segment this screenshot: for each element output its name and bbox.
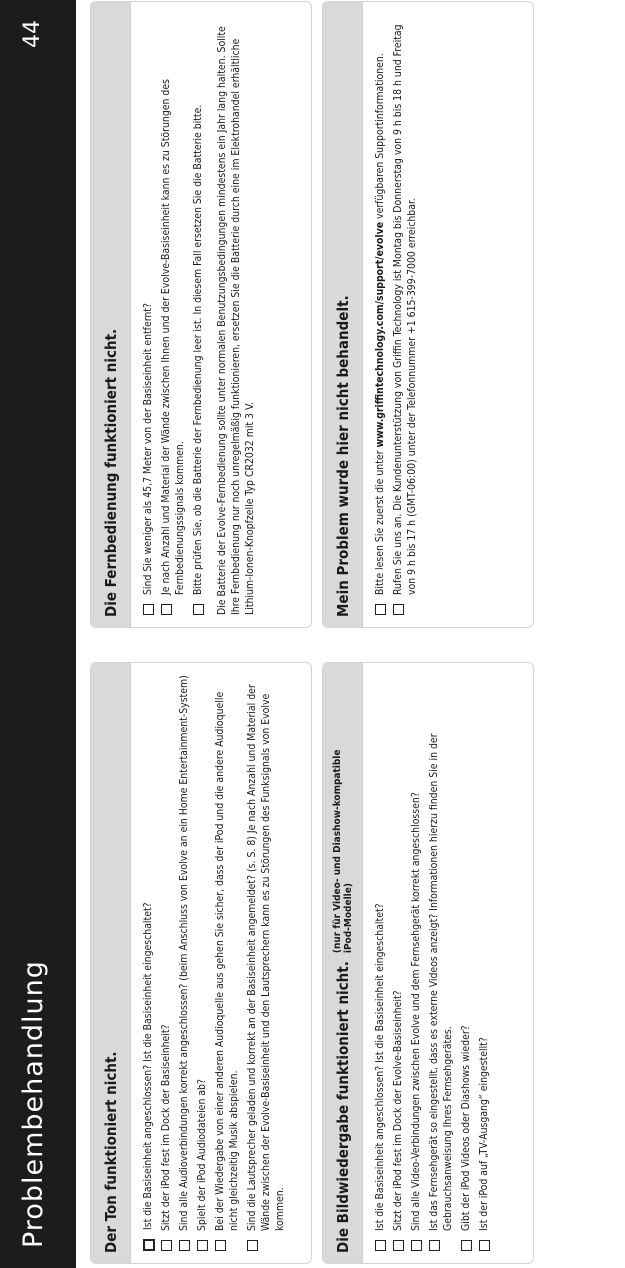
list-item: Rufen Sie uns an. Die Kundenunterstützung von Griffin Technology ist Montag bis Donnerstag von 9 h bis 18 h und Freitag von 9 h bis 17 h (GMT-06:00) unter der Telefonnummer +1 615-399-7000 erreichbar. bbox=[391, 14, 419, 615]
list-item: Ist die Basiseinheit angeschlossen? Ist die Basiseinheit eingeschaltet? bbox=[141, 675, 155, 1251]
section-header bbox=[323, 2, 363, 627]
checkbox[interactable] bbox=[161, 604, 172, 615]
checkbox[interactable] bbox=[411, 1240, 422, 1251]
section-header bbox=[91, 2, 131, 627]
page-title: Problembehandlung bbox=[18, 960, 49, 1248]
list-item: Sitzt der iPod fest im Dock der Evolve-Basiseinheit? bbox=[391, 675, 405, 1251]
list-item: Ist das Fernsehgerät so eingestellt, dass es externe Videos anzeigt? Informationen hierzu finden Sie in der Gebrauchsanweisung Ihres Fernsehgerätes. bbox=[427, 675, 455, 1251]
battery-note: Die Batterie der Evolve-Fernbedienung sollte unter normalen Benutzungsbedingungen mindestens ein Jahr lang halten. Sollte Ihre Fernbedienung nur noch unregelmäßig funktionieren, ersetzen Sie die Batterie durch eine im Elektrohandel erhältliche Lithium-Ionen-Knopfzelle Typ CR2032 mit 3 V. bbox=[216, 26, 256, 615]
checkbox[interactable] bbox=[161, 1240, 172, 1251]
list-item: Sind die Lautsprecher geladen und korrekt an der Basiseinheit angemeldet? (s. S. 8) Je nach Anzahl und Material der Wände zwischen der Evolve-Basiseinheit und den Lautsprechern kann es zu Störungen des Funksignals von Evolve kommen. bbox=[245, 675, 287, 1251]
checkbox[interactable] bbox=[393, 1240, 404, 1251]
section-title: Der Ton funktioniert nicht. bbox=[101, 1051, 120, 1253]
section-header bbox=[91, 663, 131, 1263]
checkbox[interactable] bbox=[429, 1240, 440, 1251]
page-number: 44 bbox=[20, 20, 45, 48]
section-title: Die Bildwiedergabe funktioniert nicht. bbox=[333, 961, 352, 1253]
list-item: Bitte prüfen Sie, ob die Batterie der Fernbedienung leer ist. In diesem Fall ersetzen Sie die Batterie bitte. bbox=[191, 14, 205, 615]
checkbox[interactable] bbox=[193, 604, 204, 615]
list-item: Je nach Anzahl und Material der Wände zwischen Ihnen und der Evolve-Basiseinheit kann es zu Störungen des Fernbedienungssignals kommen. bbox=[159, 14, 187, 615]
checkbox[interactable] bbox=[375, 1240, 386, 1251]
checkbox[interactable] bbox=[375, 604, 386, 615]
section-subtitle: (nur für Video- und Diashow-kompatible iPod-Modelle) bbox=[331, 749, 354, 954]
list-item: Sind alle Video-Verbindungen zwischen Evolve und dem Fernsehgerät korrekt angeschlossen? bbox=[409, 675, 423, 1251]
checkbox[interactable] bbox=[143, 604, 154, 615]
section-remote bbox=[90, 1, 312, 628]
checklist bbox=[373, 14, 419, 615]
list-item: Gibt der iPod Videos oder Diashows wieder? bbox=[459, 675, 473, 1251]
checkbox[interactable] bbox=[179, 1240, 190, 1251]
list-item: Sind alle Audioverbindungen korrekt angeschlossen? (beim Anschluss von Evolve an ein Home Entertainment-System) bbox=[177, 675, 191, 1251]
checkbox[interactable] bbox=[197, 1240, 208, 1251]
section-other-problem bbox=[322, 1, 534, 628]
list-item: Sind Sie weniger als 45,7 Meter von der Basiseinheit entfernt? bbox=[141, 14, 155, 615]
checkbox[interactable] bbox=[215, 1240, 226, 1251]
checkbox[interactable] bbox=[247, 1240, 258, 1251]
list-item: Ist der iPod auf „TV-Ausgang“ eingestellt? bbox=[477, 675, 491, 1251]
list-item: Spielt der iPod Audiodateien ab? bbox=[195, 675, 209, 1251]
list-item: Bei der Wiedergabe von einer anderen Audioquelle aus gehen Sie sicher, dass der iPod und die andere Audioquelle nicht gleichzeitig Musik abspielen. bbox=[213, 675, 241, 1251]
list-item: Bitte lesen Sie zuerst die unter www.griffintechnology.com/support/evolve verfügbaren Supportinformationen. bbox=[373, 14, 387, 615]
checkbox[interactable] bbox=[393, 604, 404, 615]
list-item: Sitzt der iPod fest im Dock der Basiseinheit? bbox=[159, 675, 173, 1251]
checkbox[interactable] bbox=[479, 1240, 490, 1251]
section-title: Mein Problem wurde hier nicht behandelt. bbox=[333, 295, 352, 617]
section-sound bbox=[90, 662, 312, 1264]
section-title: Die Fernbedienung funktioniert nicht. bbox=[101, 328, 120, 617]
checkbox[interactable] bbox=[461, 1240, 472, 1251]
checklist bbox=[141, 675, 287, 1251]
section-header bbox=[323, 663, 363, 1263]
checkbox[interactable] bbox=[143, 1239, 155, 1251]
header-band bbox=[0, 0, 76, 1268]
support-link[interactable]: www.griffintechnology.com/support/evolve bbox=[374, 221, 386, 448]
section-video bbox=[322, 662, 534, 1264]
checklist bbox=[141, 14, 205, 615]
list-item: Ist die Basiseinheit angeschlossen? Ist die Basiseinheit eingeschaltet? bbox=[373, 675, 387, 1251]
checklist bbox=[373, 675, 491, 1251]
